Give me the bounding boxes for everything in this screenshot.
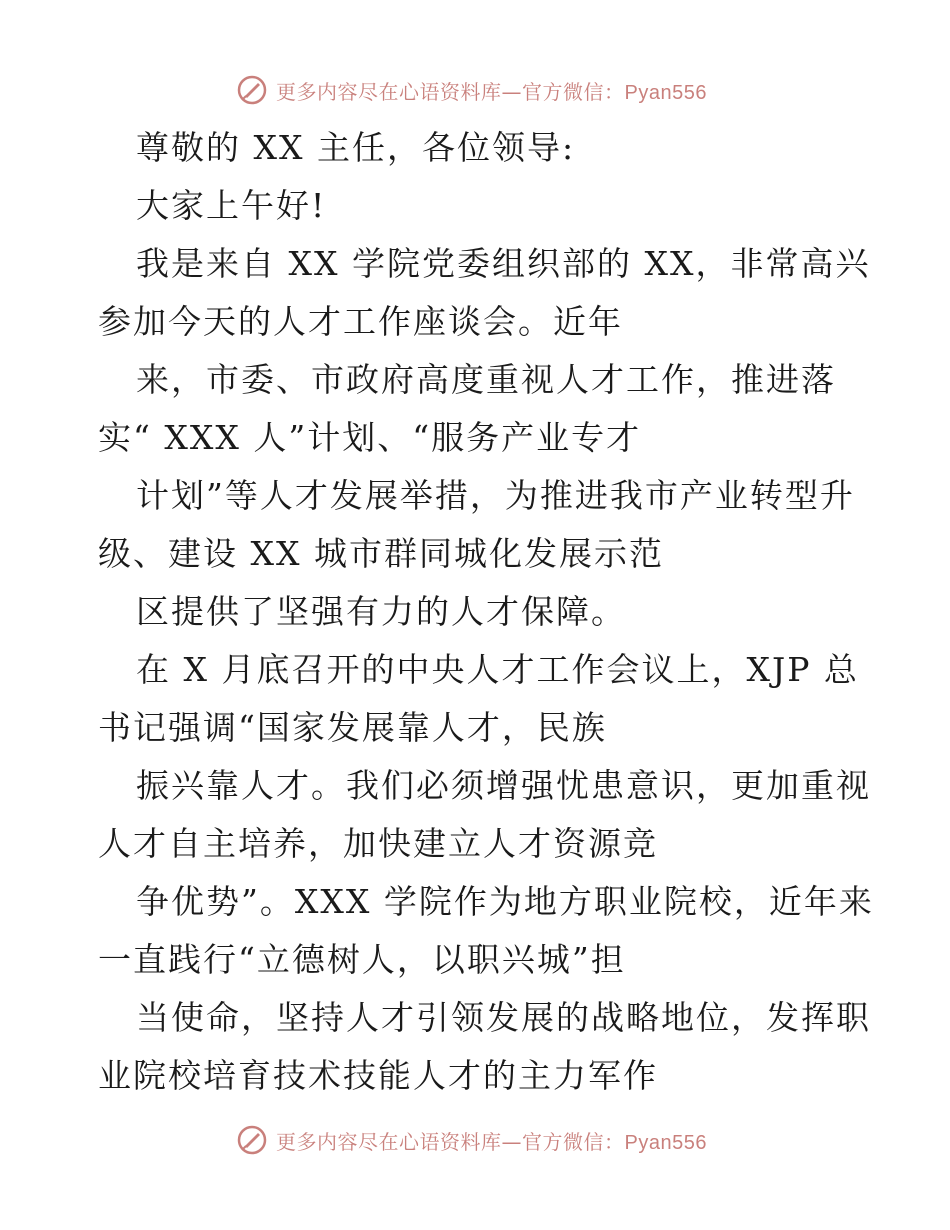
watermark-footer — [236, 1122, 707, 1158]
paragraph-line: 争优势”。XXX 学院作为地方职业院校，近年来 — [136, 882, 874, 921]
watermark-main-text: 更多内容尽在心语资料库 — [276, 1129, 502, 1154]
paragraph-line: 在 X 月底召开的中央人才工作会议上，XJP 总 — [136, 650, 859, 689]
watermark-separator: — — [501, 79, 522, 104]
watermark-text — [276, 1126, 707, 1155]
paragraph-line: 我是来自 XX 学院党委组织部的 XX，非常高兴 — [136, 244, 871, 283]
watermark-wechat-id: Pyan556 — [624, 81, 707, 104]
paragraph-line: 当使命，坚持人才引领发展的战略地位，发挥职 — [136, 998, 871, 1037]
watermark-official-label: 官方微信： — [522, 79, 625, 104]
watermark-official-label: 官方微信： — [522, 1129, 625, 1154]
greeting-line: 大家上午好! — [136, 186, 327, 225]
quill-logo-icon — [236, 1124, 268, 1156]
watermark-main-text: 更多内容尽在心语资料库 — [276, 79, 502, 104]
paragraph-line: 一直践行“立德树人，以职兴城”担 — [98, 940, 626, 979]
paragraph-line: 区提供了坚强有力的人才保障。 — [136, 592, 626, 631]
paragraph-line: 计划”等人才发展举措，为推进我市产业转型升 — [136, 476, 855, 515]
paragraph-line: 实“ XXX 人”计划、“服务产业专才 — [98, 418, 642, 457]
paragraph-line: 级、建设 XX 城市群同城化发展示范 — [98, 534, 664, 573]
watermark-separator: — — [501, 1129, 522, 1154]
paragraph-line: 书记强调“国家发展靠人才，民族 — [98, 708, 607, 747]
paragraph-line: 参加今天的人才工作座谈会。近年 — [98, 302, 623, 341]
watermark-wechat-id: Pyan556 — [624, 1131, 707, 1154]
paragraph-line: 业院校培育技术技能人才的主力军作 — [98, 1056, 658, 1095]
salutation-line: 尊敬的 XX 主任，各位领导: — [136, 128, 576, 167]
paragraph-line: 振兴靠人才。我们必须增强忧患意识，更加重视 — [136, 766, 871, 805]
paragraph-line: 人才自主培养，加快建立人才资源竞 — [98, 824, 658, 863]
paragraph-line: 来，市委、市政府高度重视人才工作，推进落 — [136, 360, 836, 399]
